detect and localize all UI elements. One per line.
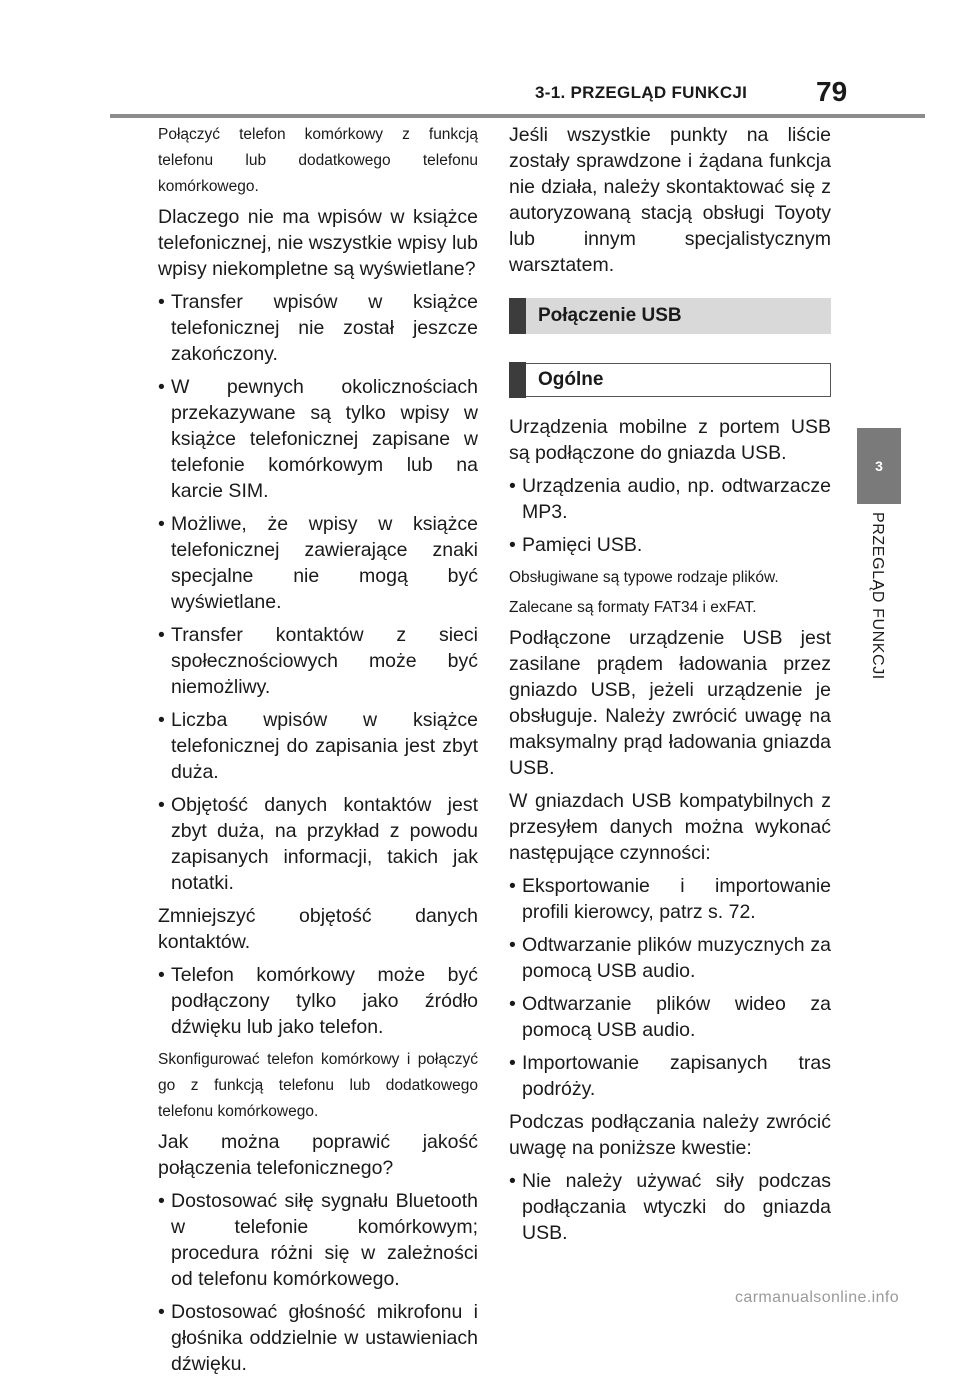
list-item: • Możliwe, że wpisy w książce telefonicznej zawierające znaki specjalne nie mogą być wyświetlane. bbox=[158, 511, 478, 615]
list-item: • Nie należy używać siły podczas podłączania wtyczki do gniazda USB. bbox=[509, 1168, 831, 1246]
list-item: • Odtwarzanie plików muzycznych za pomocą USB audio. bbox=[509, 932, 831, 984]
bullet-list bbox=[509, 1168, 831, 1246]
list-item: • Objętość danych kontaktów jest zbyt duża, na przykład z powodu zapisanych informacji, takich jak notatki. bbox=[158, 792, 478, 896]
list-item: • Transfer kontaktów z sieci społecznościowych może być niemożliwy. bbox=[158, 622, 478, 700]
chapter-label: PRZEGLĄD FUNKCJI bbox=[869, 512, 886, 680]
bullet-list bbox=[158, 962, 478, 1040]
list-item: • Importowanie zapisanych tras podróży. bbox=[509, 1050, 831, 1102]
question: Dlaczego nie ma wpisów w książce telefonicznej, nie wszystkie wpisy lub wpisy niekompletne są wyświetlane? bbox=[158, 206, 478, 280]
right-column bbox=[509, 122, 831, 1253]
note: Połączyć telefon komórkowy z funkcją telefonu lub dodatkowego telefonu komórkowego. bbox=[158, 126, 478, 195]
question: Jak można poprawić jakość połączenia telefonicznego? bbox=[158, 1131, 478, 1179]
page-number: 79 bbox=[816, 76, 848, 107]
watermark: carmanualsonline.info bbox=[735, 1289, 900, 1306]
heading-label: Połączenie USB bbox=[526, 298, 831, 334]
bullet-list bbox=[509, 473, 831, 558]
paragraph: Zmniejszyć objętość danych kontaktów. bbox=[158, 905, 478, 953]
list-item: • Pamięci USB. bbox=[509, 532, 831, 558]
list-item: • Liczba wpisów w książce telefonicznej do zapisania jest zbyt duża. bbox=[158, 707, 478, 785]
heading-label: Ogólne bbox=[526, 363, 831, 397]
list-item: • Urządzenia audio, np. odtwarzacze MP3. bbox=[509, 473, 831, 525]
list-item: • Odtwarzanie plików wideo za pomocą USB audio. bbox=[509, 991, 831, 1043]
paragraph: W gniazdach USB kompatybilnych z przesyłem danych można wykonać następujące czynności: bbox=[509, 790, 831, 864]
bullet-list bbox=[158, 289, 478, 896]
list-item: • Dostosować głośność mikrofonu i głośnika oddzielnie w ustawieniach dźwięku. bbox=[158, 1299, 478, 1377]
paragraph: Podłączone urządzenie USB jest zasilane prądem ładowania przez gniazdo USB, jeżeli urządzenie je obsługuje. Należy zwrócić uwagę na maksymalny prąd ładowania gniazda USB. bbox=[509, 627, 831, 779]
chapter-tab[interactable] bbox=[857, 428, 901, 504]
list-item: • Eksportowanie i importowanie profili kierowcy, patrz s. 72. bbox=[509, 873, 831, 925]
bullet-list bbox=[158, 1188, 478, 1377]
chapter-number: 3 bbox=[875, 458, 883, 474]
section-title: 3-1. PRZEGLĄD FUNKCJI bbox=[535, 83, 748, 102]
bullet-list bbox=[509, 873, 831, 1102]
heading-marker bbox=[509, 362, 526, 398]
list-item: • W pewnych okolicznościach przekazywane są tylko wpisy w książce telefonicznej zapisane w telefonie komórkowym lub na karcie SIM. bbox=[158, 374, 478, 504]
left-column bbox=[158, 122, 478, 1384]
header-rule bbox=[110, 114, 925, 118]
paragraph: Podczas podłączania należy zwrócić uwagę na poniższe kwestie: bbox=[509, 1111, 831, 1159]
list-item: • Dostosować siłę sygnału Bluetooth w telefonie komórkowym; procedura różni się w zależności od telefonu komórkowego. bbox=[158, 1188, 478, 1292]
note: Skonfigurować telefon komórkowy i połączyć go z funkcją telefonu lub dodatkowego telefonu komórkowego. bbox=[158, 1051, 478, 1120]
list-item: • Telefon komórkowy może być podłączony tylko jako źródło dźwięku lub jako telefon. bbox=[158, 962, 478, 1040]
heading-marker bbox=[509, 298, 526, 334]
note: Obsługiwane są typowe rodzaje plików. bbox=[509, 569, 779, 586]
section-heading-usb bbox=[509, 298, 831, 334]
note: Zalecane są formaty FAT34 i exFAT. bbox=[509, 599, 757, 616]
paragraph: Urządzenia mobilne z portem USB są podłączone do gniazda USB. bbox=[509, 416, 831, 464]
list-item: • Transfer wpisów w książce telefonicznej nie został jeszcze zakończony. bbox=[158, 289, 478, 367]
subsection-heading-general bbox=[509, 362, 831, 398]
paragraph: Jeśli wszystkie punkty na liście zostały sprawdzone i żądana funkcja nie działa, należy skontaktować się z autoryzowaną stacją obsługi Toyoty lub innym specjalistycznym warsztatem. bbox=[509, 124, 831, 276]
